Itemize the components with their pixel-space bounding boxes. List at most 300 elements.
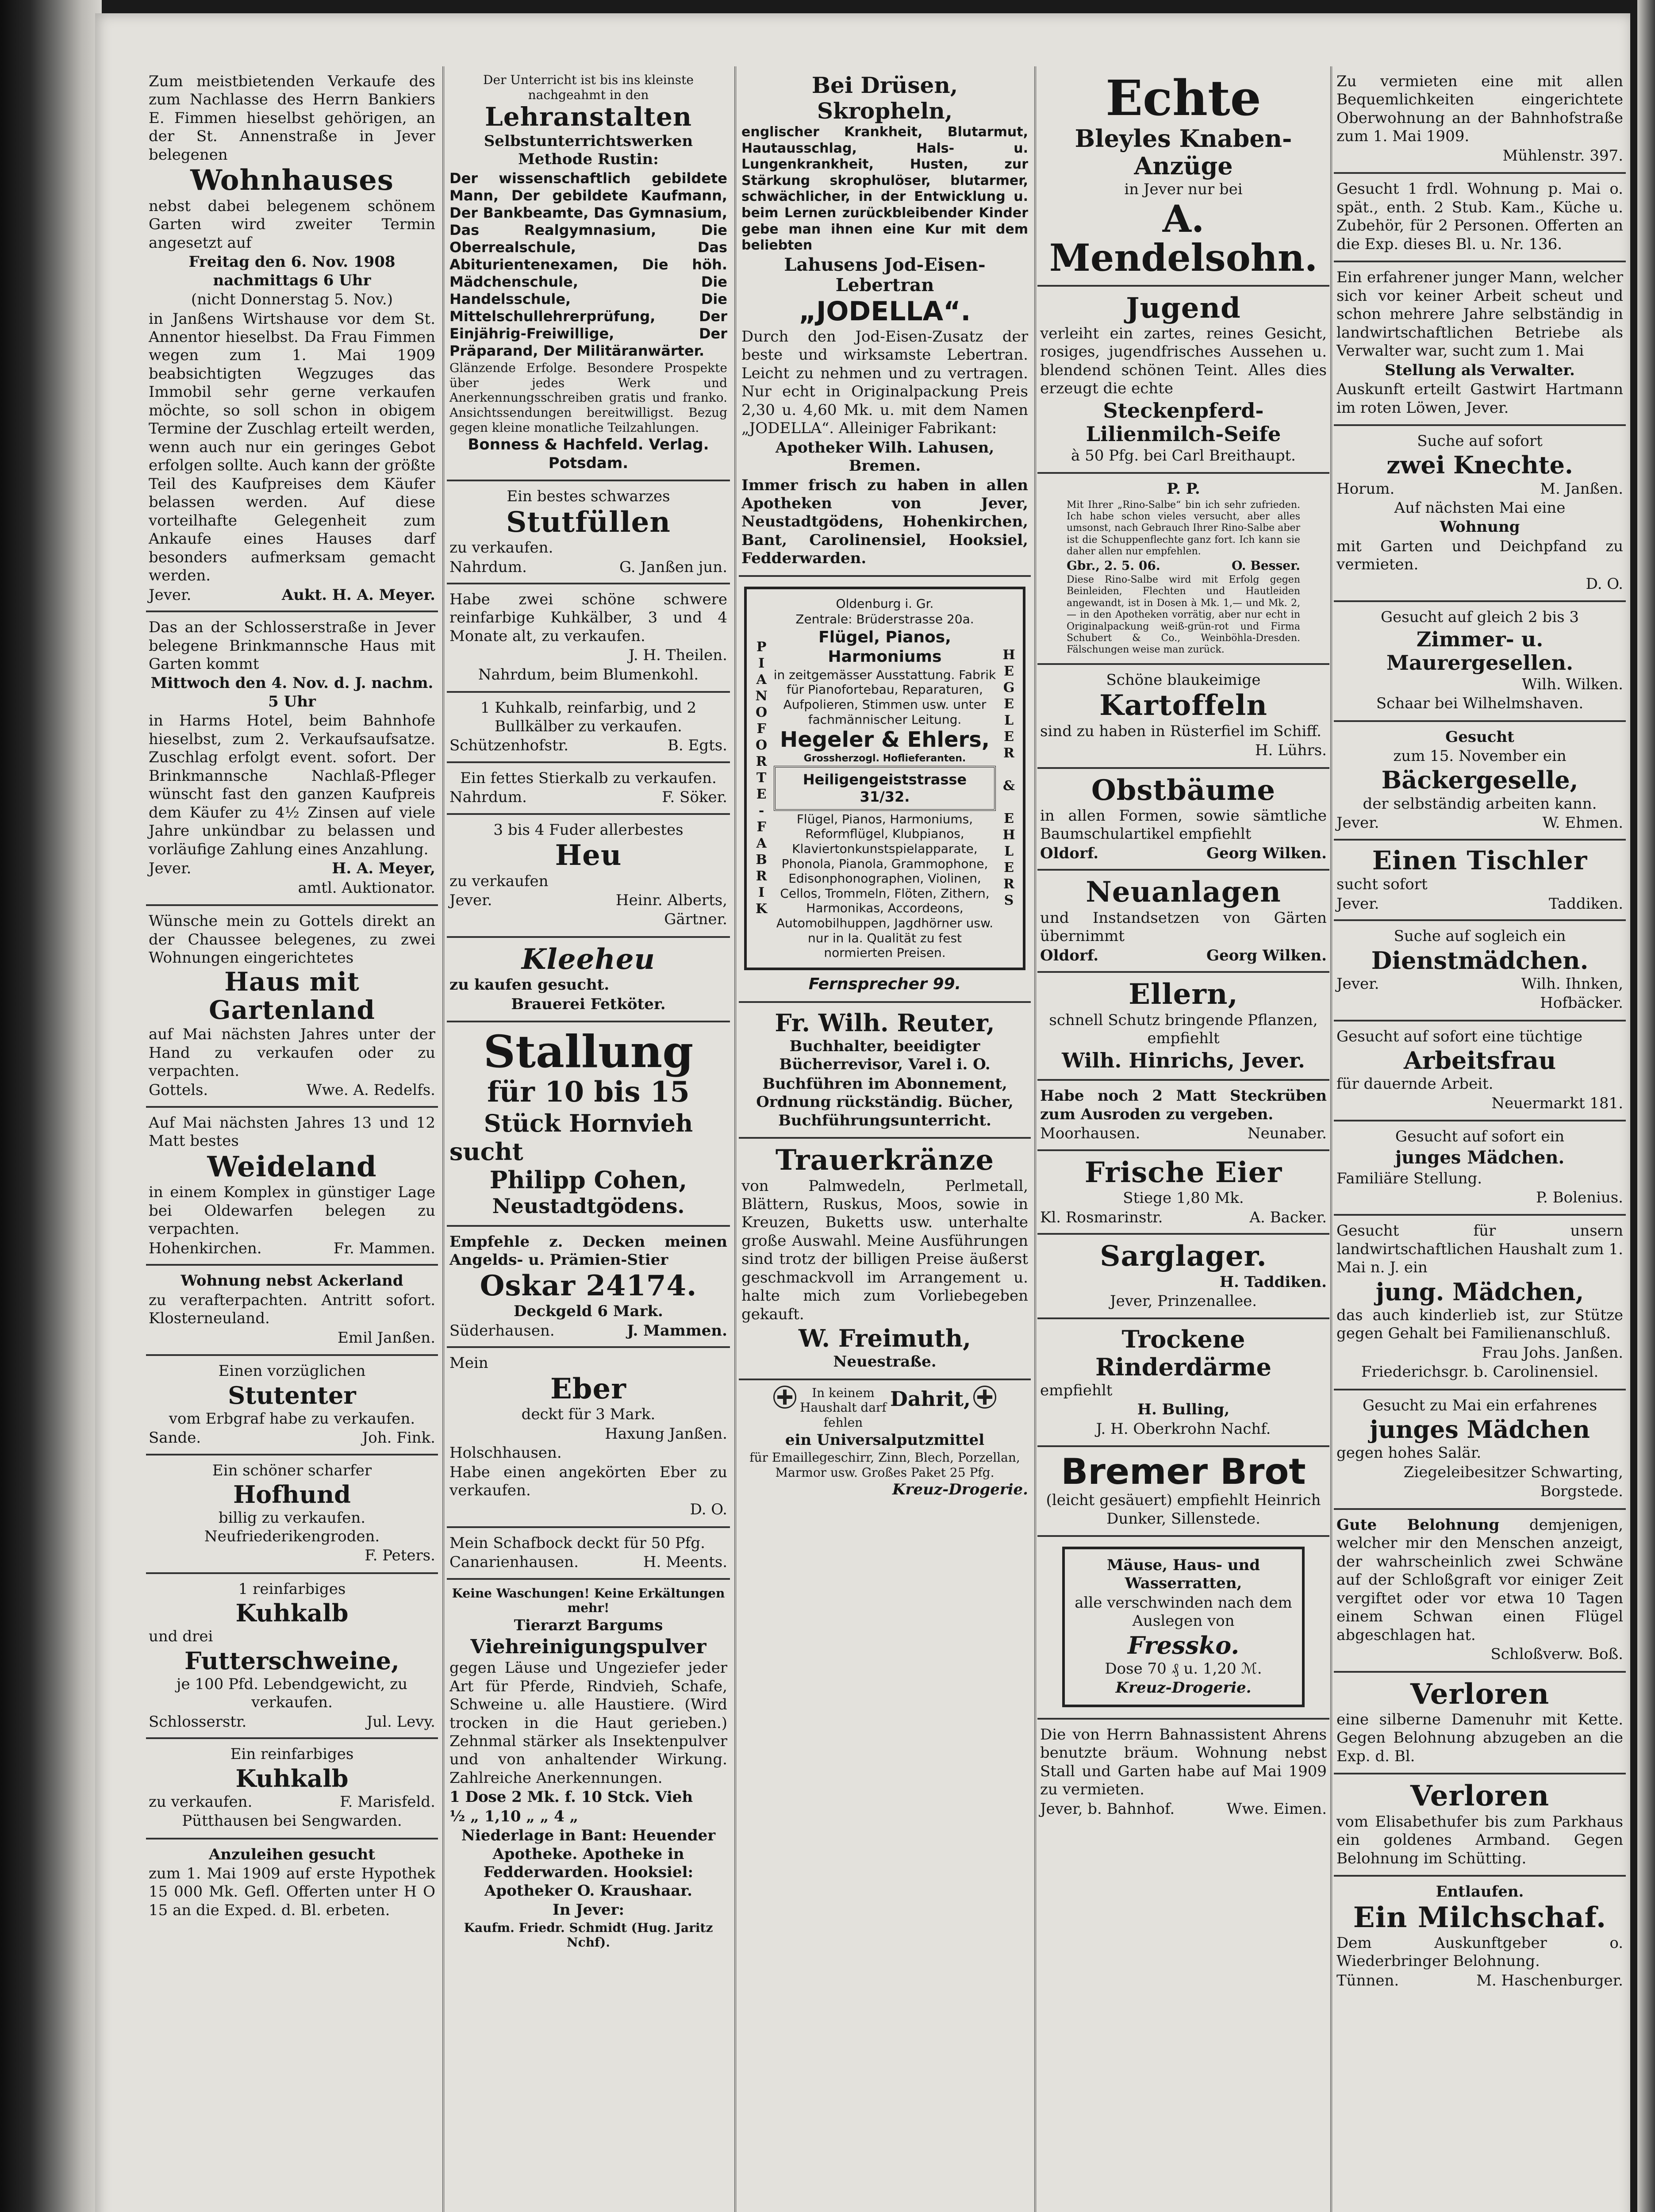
ad-text: empfiehlt <box>1040 1381 1113 1399</box>
ad-text: Glänzende Erfolge. Besondere Prospekte über jedes Werk und Anerkennungsschreiben gratis und franko. Ansichtssendungen bereitwilligst. Bezug gegen kleine monatliche Teilzahlungen. <box>449 361 727 435</box>
ad-kleeheu <box>447 938 730 1022</box>
ad-signature: H. Lührs. <box>1255 741 1327 760</box>
ad-place: Borgstede. <box>1540 1482 1623 1501</box>
ad-place: Hohenkirchen. <box>149 1239 262 1257</box>
ad-signature: W. Freimuth, <box>799 1324 971 1353</box>
ad-heading: Ellern, <box>1129 978 1238 1011</box>
ad-text: auf Mai nächsten Jahres unter der Hand zu verkaufen oder zu verpachten. <box>149 1025 435 1080</box>
ad-text: ein Universalputzmittel <box>785 1431 985 1449</box>
ad-text: Kaufm. Friedr. Schmidt (Hug. Jaritz Nchf). <box>464 1920 713 1950</box>
ad-heading: Ein Milchschaf. <box>1353 1901 1607 1934</box>
ad-branch: Heiligengeiststrasse 31/32. <box>774 766 996 811</box>
ad-text: und Instandsetzen von Gärten übernimmt <box>1040 909 1327 945</box>
side-label: HEGELER & EHLERS <box>1001 647 1017 910</box>
column-2 <box>447 66 730 2212</box>
ad-text: eine silberne Damenuhr mit Kette. Gegen Belohnung abzugeben an die Exp. d. Bl. <box>1336 1710 1623 1765</box>
ad-kuhkalb-2 <box>146 1739 438 1839</box>
ad-place: Sande. <box>149 1429 201 1447</box>
ad-firm-title: Grossherzogl. Hoflieferanten. <box>803 753 966 764</box>
ad-signature: F. Söker. <box>662 788 727 806</box>
ad-eber <box>447 1348 730 1528</box>
ad-text: mit Garten und Deichpfand zu vermieten. <box>1336 537 1623 574</box>
ad-heading: Heu <box>555 839 622 872</box>
ad-heading: Viehreinigungspulver <box>470 1635 707 1658</box>
ad-text: Gesucht <box>1445 728 1514 746</box>
ad-signature: J. Mammen. <box>627 1321 727 1340</box>
ad-text: in allen Formen, sowie sämtliche Baumschulartikel empfiehlt <box>1040 806 1327 843</box>
ad-text: Habe einen angekörten Eber zu verkaufen. <box>449 1463 727 1500</box>
ad-text: deckt für 3 Mark. <box>521 1406 656 1424</box>
ad-text: 1 Kuhkalb, reinfarbig, und 2 Bullkälber zu verkaufen. <box>480 699 697 735</box>
ad-text: Der wissenschaftlich gebildete Mann, Der gebildete Kaufmann, Der Bankbeamte, Das Gymnasium, Das Realgymnasium, Die Oberrealschule, Das Abiturientenexamen, Die höh. Mädchenschule, Die Handelsschule, Die Mittelschullehrerprüfung, Der Einjährig-Freiwillige, Der Präparand, Der Militäranwärter. <box>449 169 727 360</box>
ad-signature: Haxung Janßen. <box>605 1425 727 1443</box>
ad-verloren-damenuhr <box>1334 1673 1626 1775</box>
ad-publisher: Bonness & Hachfeld. Verlag. Potsdam. <box>468 436 709 472</box>
ad-signature: Heinr. Alberts, <box>615 891 727 909</box>
ad-text: Ein bestes schwarzes <box>507 488 670 506</box>
ad-kuhkaelber <box>447 584 730 693</box>
ad-text: für Emaillegeschirr, Zinn, Blech, Porzellan, Marmor usw. Großes Paket 25 Pfg. <box>749 1450 1020 1480</box>
ad-text: Das an der Schlosserstraße in Jever belegene Brinkmannsche Haus mit Garten kommt <box>149 618 435 673</box>
ad-heading: Arbeitsfrau <box>1403 1046 1556 1075</box>
ad-signature: Kreuz-Drogerie. <box>892 1481 1028 1499</box>
ad-heading: Bremer Brot <box>1061 1451 1306 1493</box>
ad-wohnhaus-auction <box>146 66 438 612</box>
ad-signature: Neuermarkt 181. <box>1491 1094 1623 1112</box>
ad-heading: Frische Eier <box>1084 1156 1283 1189</box>
ad-signature: P. Bolenius. <box>1536 1188 1623 1206</box>
ad-anleihe <box>146 1839 438 1927</box>
ad-text: In keinem Haushalt darf fehlen <box>800 1385 887 1430</box>
ad-kuhkalb-futterschweine <box>146 1574 438 1740</box>
ad-heading: zwei Knechte. <box>1386 451 1573 480</box>
ad-heading: Wohnhauses <box>190 164 394 197</box>
ad-date: Mittwoch den 4. Nov. d. J. nachm. 5 Uhr <box>150 674 434 710</box>
ad-heading: Trauerkränze <box>775 1144 995 1177</box>
ad-signature: J. H. Oberkrohn Nachf. <box>1096 1420 1271 1438</box>
ad-lehranstalten <box>447 66 730 481</box>
ad-heading: Oskar 24174. <box>480 1269 697 1302</box>
ad-text: Flügel, Pianos, Harmoniums, Reformflügel, Klubpianos, Klaviertonkunstspielapparate, Phonola, Pianola, Grammophone, Edisonphonographen, Violinen, Cellos, Trommeln, Flöten, Zithern, Harmonikas, Accordeons, Automobilhuppen, Jagdhörner usw. nur in Ia. Qualität zu fest normierten Preisen. <box>776 811 994 960</box>
ad-heading: Bei Drüsen, Skropheln, <box>811 72 958 124</box>
ad-signature: F. Peters. <box>365 1547 435 1565</box>
ad-heading: Wohnung nebst Ackerland <box>180 1272 403 1290</box>
ad-frische-eier <box>1037 1151 1329 1235</box>
ad-verwalter <box>1334 262 1626 426</box>
ad-price: Dose 70 ₰ u. 1,20 ℳ. <box>1105 1659 1262 1678</box>
ad-heading: jung. Mädchen, <box>1375 1277 1584 1306</box>
ad-place: Friederichsgr. b. Carolinensiel. <box>1361 1363 1599 1381</box>
ad-sarglager <box>1037 1235 1329 1319</box>
ad-place: Canarienhausen. <box>449 1553 579 1571</box>
ad-product: Lahusens Jod-Eisen-Lebertran <box>784 254 986 296</box>
ad-text: in einem Komplex in günstiger Lage bei Oldewarfen belegen zu verpachten. <box>149 1183 435 1238</box>
ad-signature-title: Gärtner. <box>664 910 727 929</box>
ad-text: Diese Rino-Salbe wird mit Erfolg gegen Beinleiden, Flechten und Hautleiden angewandt, ist in Dosen à Mk. 1,— und Mk. 2,— in den Apotheken vorrätig, aber nur echt in Originalpackung weiß-grün-rot und Firma Schubert & Co., Weinböhla-Dresden. Fälschungen weise man zurück. <box>1067 574 1300 656</box>
ad-heading: Stutenter <box>228 1381 356 1409</box>
ad-signature: Wwe. A. Redelfs. <box>306 1081 435 1099</box>
ad-product: Steckenpferd-Lilienmilch-Seife <box>1086 398 1281 446</box>
ad-signature: Kreuz-Drogerie. <box>1115 1679 1252 1697</box>
ad-heading: Kartoffeln <box>1099 689 1267 722</box>
ad-heading: Haus mit Gartenland <box>209 967 375 1025</box>
ad-text: vom Elisabethufer bis zum Parkhaus ein goldenes Armband. Gegen Belohnung im Schütting. <box>1336 1813 1623 1867</box>
ad-signature: Mühlenstr. 397. <box>1502 146 1623 165</box>
ad-text: Immer frisch zu haben in allen Apotheken von Jever, Neustadtgödens, Hohenkirchen, Bant, Carolinensiel, Hooksiel, Fedderwarden. <box>741 476 1028 568</box>
side-label: PIANOFORTE-FABRIK <box>753 639 769 918</box>
ad-text: alle verschwinden nach dem Auslegen von <box>1075 1594 1292 1630</box>
ad-place: Jever, Prinzenallee. <box>1110 1292 1257 1310</box>
ad-text: Auf nächsten Mai eine <box>1394 499 1566 517</box>
ad-heading: Futterschweine, <box>184 1646 399 1675</box>
ad-text: à 50 Pfg. bei Carl Breithaupt. <box>1071 446 1296 465</box>
ad-text: Wünsche mein zu Gottels direkt an der Chaussee belegenes, zu zwei Wohnungen eingerichtetes <box>149 912 435 967</box>
ad-subheading: Selbstunterrichtswerken Methode Rustin: <box>484 132 693 169</box>
ad-signature: W. Ehmen. <box>1542 814 1623 832</box>
ad-text: Mäuse, Haus- und Wasserratten, <box>1106 1556 1260 1593</box>
ad-brand: Fressko. <box>1127 1631 1240 1659</box>
ad-text: Niederlage in Bant: Heuender Apotheke. Apotheke in Fedderwarden. Hooksiel: Apotheker O. Kraushaar. <box>461 1827 716 1900</box>
ad-signature: Frau Johs. Janßen. <box>1482 1344 1623 1362</box>
ad-ellern <box>1037 973 1329 1081</box>
column-4 <box>1037 66 1329 2212</box>
ad-brand: „JODELLA“. <box>799 296 971 327</box>
ad-heading: Jugend <box>1126 291 1241 325</box>
ad-place: Kl. Rosmarinstr. <box>1040 1208 1163 1226</box>
ad-subheading: Bleyles Knaben-Anzüge <box>1075 124 1292 180</box>
ad-signature: A. Backer. <box>1249 1208 1327 1226</box>
ad-obstbaeume <box>1037 769 1329 871</box>
ad-place: Schaar bei Wilhelmshaven. <box>1376 695 1584 713</box>
ad-text: gegen Läuse und Ungeziefer jeder Art für Pferde, Rindvieh, Schafe, Schweine u. alle Haustiere. (Wird trocken in die Haut gerieben.) Zehnmal stärker als Insektenpulver und von anhaltender Wirkung. Zahlreiche Anerkennungen. <box>449 1659 727 1787</box>
ad-heading: Obstbäume <box>1091 773 1276 807</box>
ad-signature: Philipp Cohen, <box>489 1166 687 1194</box>
ad-wohnung-bahnhof <box>1037 1720 1329 1824</box>
ad-heading: Sarglager. <box>1100 1240 1267 1273</box>
ad-heu <box>447 815 730 938</box>
ad-text: nebst dabei belegenem schönem Garten wird zweiter Termin angesetzt auf <box>149 197 435 252</box>
column-rule <box>1034 66 1036 2212</box>
ad-weideland <box>146 1108 438 1266</box>
ad-brinkmann-house <box>146 612 438 906</box>
ad-text: Ein erfahrener junger Mann, welcher sich vor keiner Arbeit scheut und schon mehrere Jahre selbständig in landwirtschaftlichen Betriebe als Verwalter war, sucht zum 1. Mai <box>1336 269 1623 360</box>
ad-text: 3 bis 4 Fuder allerbestes <box>493 821 684 839</box>
ad-text: Keine Waschungen! Keine Erkältungen mehr! <box>452 1586 725 1616</box>
ad-heading: Anzuleihen gesucht <box>209 1845 375 1863</box>
ad-signature: D. O. <box>690 1501 727 1519</box>
ad-place: Jever. <box>1336 814 1379 832</box>
ad-city: Oldenburg i. Gr. <box>836 596 934 611</box>
ad-place: Jever. <box>149 860 192 878</box>
ad-rino-salbe <box>1037 474 1329 665</box>
ad-signature: Schloßverw. Boß. <box>1490 1645 1623 1663</box>
ad-signature: Fr. Mammen. <box>333 1239 435 1257</box>
ad-text: Apotheker Wilh. Lahusen, Bremen. <box>775 438 995 475</box>
ad-signature: Brauerei Fetköter. <box>511 995 666 1013</box>
ad-signature: H. A. Meyer, <box>332 860 435 878</box>
ad-heading: Gute Belohnung <box>1336 1516 1500 1534</box>
ad-signature: Joh. Fink. <box>362 1429 435 1447</box>
ad-signature: Jul. Levy. <box>366 1713 435 1731</box>
ad-text: von Palmwedeln, Perlmetall, Blättern, Ruskus, Moos, sowie in Kreuzen, Buketts usw. unterhalte große Auswahl. Meine Ausführungen sind trotz der billigen Preise äußerst geschmackvoll im Arrangement u. halte mich zum Vorliebegeben gekauft. <box>741 1177 1028 1323</box>
ad-text: zum 15. November ein <box>1393 747 1567 765</box>
ad-text: zu verkaufen <box>449 872 549 890</box>
ad-heading: Hofhund <box>233 1480 351 1509</box>
ad-signature: Aukt. H. A. Meyer. <box>281 586 435 604</box>
ad-price: Stiege 1,80 Mk. <box>1123 1189 1244 1207</box>
ad-junges-maedchen-3 <box>1334 1390 1626 1510</box>
ad-signature: O. Besser. <box>1232 558 1300 573</box>
ad-text: In Jever: <box>552 1901 625 1919</box>
ad-heading: Bäckergeselle, <box>1381 766 1578 795</box>
ad-place: Holschhausen. <box>449 1444 562 1462</box>
ad-heading: Verloren <box>1410 1779 1550 1813</box>
ad-place: Neustadtgödens. <box>492 1194 685 1218</box>
ad-signature: Wilh. Hinrichs, Jever. <box>1062 1048 1305 1072</box>
ad-heading: Kuhkalb <box>235 1764 349 1793</box>
ad-text: gegen hohes Salär. <box>1336 1444 1482 1462</box>
ad-text: zu verkaufen. <box>149 1793 253 1811</box>
ad-date: Freitag den 6. Nov. 1908 nachmittags 6 Uhr <box>188 253 396 289</box>
ad-signature-title: Hofbäcker. <box>1540 994 1623 1012</box>
ad-kartoffeln <box>1037 665 1329 769</box>
ad-heading: Kuhkalb <box>235 1598 349 1627</box>
ad-text: Schöne blaukeimige <box>1106 671 1261 689</box>
ad-text: sind zu haben in Rüsterfiel im Schiff. <box>1040 722 1321 740</box>
ad-signature: D. O. <box>1586 575 1623 593</box>
ad-text: Ein reinfarbiges <box>230 1745 354 1763</box>
ad-place: Jever. <box>1336 975 1379 993</box>
ad-text: Auf Mai nächsten Jahres 13 und 12 Matt bestes <box>149 1114 435 1150</box>
ad-address: Zentrale: Brüderstrasse 20a. <box>795 612 974 627</box>
ad-maurergesellen <box>1334 602 1626 722</box>
ad-signature: G. Janßen jun. <box>619 558 727 576</box>
ad-signature: Wilh. Ihnken, <box>1521 975 1623 993</box>
ad-heading: Lehranstalten <box>484 102 692 132</box>
ad-text: Dem Auskunftgeber o. Wiederbringer Belohnung. <box>1336 1934 1623 1970</box>
ad-heading: Wohnung <box>1440 518 1520 536</box>
ad-tischler <box>1334 841 1626 922</box>
ad-signature: H. Bulling, <box>1137 1401 1230 1419</box>
ad-text: zu verafterpachten. Antritt sofort. Klosterneuland. <box>149 1291 435 1328</box>
ad-text: Habe noch 2 Matt Steckrüben zum Ausroden zu vergeben. <box>1040 1087 1327 1123</box>
ad-signature: Georg Wilken. <box>1206 844 1327 862</box>
ad-stutenter <box>146 1356 438 1455</box>
book-spine <box>0 0 102 2212</box>
ad-heading: Neuanlagen <box>1086 876 1281 909</box>
ad-text: vom Erbgraf habe zu verkaufen. <box>169 1409 415 1428</box>
ad-text: Deckgeld 6 Mark. <box>514 1302 663 1321</box>
ad-junges-maedchen-1 <box>1334 1121 1626 1216</box>
ad-heading: Eber <box>550 1372 626 1406</box>
ad-place: Pütthausen bei Sengwarden. <box>182 1812 402 1830</box>
ad-stutfuellen <box>447 481 730 584</box>
ad-text: Gesucht auf sofort ein <box>1395 1128 1565 1146</box>
column-5 <box>1334 66 1626 2212</box>
ad-text: Einen vorzüglichen <box>218 1362 366 1380</box>
ad-heading: Stellung als Verwalter. <box>1385 361 1575 379</box>
ad-heading: Kleeheu <box>521 942 656 976</box>
ad-signature: Wwe. Eimen. <box>1226 1800 1327 1818</box>
ad-text: Mein <box>449 1354 488 1372</box>
column-rule <box>734 66 736 2212</box>
ad-reuter <box>739 1003 1031 1139</box>
ad-place: Tünnen. <box>1336 1971 1399 1989</box>
ad-heading: Echte <box>1106 69 1261 127</box>
cross-icon <box>773 1386 796 1409</box>
ad-text: Empfehle z. Decken meinen Angelds- u. Prämien-Stier <box>449 1233 727 1269</box>
ad-stierkalb <box>447 763 730 815</box>
ad-verloren-armband <box>1334 1774 1626 1877</box>
ad-text: Stück Hornvieh <box>484 1109 693 1137</box>
ad-text: Buchhalter, beeidigter Bücherrevisor, Varel i. O. <box>779 1037 991 1074</box>
ad-firm: Hegeler & Ehlers, <box>780 727 990 753</box>
ad-junges-maedchen-2 <box>1334 1216 1626 1390</box>
ad-signature: Taddiken. <box>1548 895 1623 913</box>
ad-text: sucht <box>449 1137 523 1166</box>
ad-place: Nahrdum. <box>449 558 527 576</box>
ad-text: Auskunft erteilt Gastwirt Hartmann im roten Löwen, Jever. <box>1336 380 1623 417</box>
ad-place: Nahrdum, beim Blumenkohl. <box>478 665 699 684</box>
ad-text: verleiht ein zartes, reines Gesicht, rosiges, jugendfrisches Aussehen u. blendend schönen Teint. Alles dies erzeugt die echte <box>1040 324 1327 398</box>
ad-text: der selbständig arbeiten kann. <box>1363 795 1597 813</box>
ad-price: ½ „ 1,10 „ „ 4 „ <box>449 1807 579 1825</box>
ad-text: billig zu verkaufen. Neufriederikengroden. <box>204 1509 380 1545</box>
cross-icon <box>973 1386 996 1409</box>
ad-heading: Dahrit, <box>890 1386 971 1411</box>
ad-signature: B. Egts. <box>667 737 727 755</box>
ad-bullkaelber <box>447 693 730 763</box>
ad-text: je 100 Pfd. Lebendgewicht, zu verkaufen. <box>176 1675 408 1712</box>
ad-text: Gesucht auf gleich 2 bis 3 <box>1381 608 1579 626</box>
ad-text: zu verkaufen. <box>449 539 553 557</box>
ad-note: (nicht Donnerstag 5. Nov.) <box>191 291 393 309</box>
ad-heading: Dienstmädchen. <box>1371 946 1589 975</box>
ad-signature: Wilh. Wilken. <box>1521 675 1623 693</box>
ad-signature: Neunaber. <box>1247 1125 1327 1143</box>
ad-text: Mit Ihrer „Rino-Salbe“ bin ich sehr zufrieden. Ich habe schon vieles versucht, aber alles umsonst, nach Gebrauch Ihrer Rino-Salbe aber ist die Schuppenflechte ganz fort. Ich kann sie daher allen nur empfehlen. <box>1067 499 1300 557</box>
ad-schafbock <box>447 1528 730 1580</box>
ad-text: zum 1. Mai 1909 auf erste Hypothek 15 000 Mk. Gefl. Offerten unter H O 15 an die Exped. d. Bl. erbeten. <box>149 1865 435 1919</box>
ad-neuanlagen <box>1037 871 1329 973</box>
ad-text: Gesucht 1 frdl. Wohnung p. Mai o. spät., enth. 2 Stub. Kam., Küche u. Zubehör, für 2 Personen. Offerten an die Exp. dieses Bl. u. Nr. 136. <box>1336 180 1623 253</box>
ad-place: Jever. <box>149 586 192 604</box>
ad-hofhund <box>146 1455 438 1574</box>
ad-wohnung-ackerland <box>146 1266 438 1356</box>
ad-place: Jever, b. Bahnhof. <box>1040 1800 1175 1818</box>
ad-text: in Janßens Wirtshause vor dem St. Annentor hieselbst. Da Frau Fimmen wegen zum 1. Mai 1909 beabsichtigten Wegzuges das Immobil sehr gerne verkaufen möchte, so soll schon in obigem Termine der Zuschlag erteilt werden, wenn auch nur ein geringes Gebot erfolgen sollte. Auch kann der größte Teil des Kaufpreises dem Käufer belassen werden. Auf diese vorteilhafte Gelegenheit zum Ankaufe eines Hauses darf besonders aufmerksam gemacht werden. <box>149 310 435 585</box>
ad-phone: Fernsprecher 99. <box>808 975 961 993</box>
ad-baeckergeselle <box>1334 722 1626 841</box>
ad-steckrueben <box>1037 1081 1329 1151</box>
ad-heading: Einen Tischler <box>1372 845 1588 876</box>
ad-text: Habe zwei schöne schwere reinfarbige Kuhkälber, 3 und 4 Monate alt, zu verkaufen. <box>449 590 727 645</box>
ad-text: in zeitgemässer Ausstattung. Fabrik für Pianofortebau, Reparaturen, Aufpolieren, Stimmen usw. unter fachmännischer Leitung. <box>773 667 996 727</box>
ad-heading: Verloren <box>1410 1677 1550 1711</box>
ad-text: Entlaufen. <box>1436 1883 1524 1901</box>
ad-text: Suche auf sofort <box>1417 432 1543 450</box>
ad-text: Zum meistbietenden Verkaufe des zum Nachlasse des Herrn Bankiers E. Fimmen hieselbst gehörigen, an der St. Annenstraße in Jever belegenen <box>149 73 435 164</box>
ad-arbeitsfrau <box>1334 1022 1626 1122</box>
ad-text: 1 reinfarbiges <box>238 1580 346 1598</box>
ad-text: Der Unterricht ist bis ins kleinste nachgeahmt in den <box>483 73 694 102</box>
ad-place: Oldorf. <box>1040 844 1099 862</box>
column-1 <box>146 66 438 2212</box>
ad-oberwohnung <box>1334 66 1626 174</box>
ad-place: Schlosserstr. <box>149 1713 247 1731</box>
ad-trauerkraenze <box>739 1139 1031 1380</box>
ad-stallung <box>447 1022 730 1227</box>
ad-text: Buchführen im Abonnement, Ordnung rückständig. Bücher, Buchführungsunterricht. <box>756 1075 1014 1129</box>
ad-heading: Fr. Wilh. Reuter, <box>775 1008 995 1037</box>
ad-place: Jever. <box>1336 895 1379 913</box>
ad-text: für dauernde Arbeit. <box>1336 1075 1494 1093</box>
ad-signature: F. Marisfeld. <box>340 1793 435 1811</box>
ad-hegeler-ehlers <box>739 577 1031 1003</box>
ad-text: schnell Schutz bringende Pflanzen, empfiehlt <box>1049 1011 1318 1048</box>
column-rule <box>442 66 444 2212</box>
ad-heading: Zimmer- u. Maurergesellen. <box>1386 627 1574 675</box>
ad-signature: Georg Wilken. <box>1206 946 1327 964</box>
ad-text: Tierarzt Bargums <box>514 1617 663 1635</box>
ad-place: Oldorf. <box>1040 946 1099 964</box>
ad-jodella <box>739 66 1031 577</box>
ad-heading: Weideland <box>207 1150 377 1183</box>
ad-heading: Stutfüllen <box>506 505 671 539</box>
ad-heading: Trockene Rinderdärme <box>1095 1325 1271 1381</box>
ad-signature: M. Janßen. <box>1540 480 1623 498</box>
ad-stier-oskar <box>447 1227 730 1348</box>
column-rule <box>1330 66 1332 2212</box>
ad-text: englischer Krankheit, Blutarmut, Hautausschlag, Hals- u. Lungenkrankheit, Husten, zur Stärkung skrophulöser, blutarmer, schwächlicher, in der Entwicklung u. beim Lernen zurückbleibender Kinder gebe man ihnen eine Kur mit dem beliebten <box>741 124 1028 253</box>
ad-dienstmaedchen <box>1334 921 1626 1022</box>
ad-place: Schützenhofstr. <box>449 737 569 755</box>
ad-heading: junges Mädchen <box>1370 1415 1590 1444</box>
ad-text: in Harms Hotel, beim Bahnhofe hieselbst, zum 2. Verkaufsaufsatze. Zuschlag erfolgt event. sofort. Der Brinkmannsche Nachlaß-Pfleger wünscht fast den ganzen Kaufpreis dem Käufer zu 4½ Zinsen auf viele Jahre unkündbar zu belassen und vorläufige Zahlung eines Anzahlung. <box>149 712 435 858</box>
ad-rinderdaerme <box>1037 1319 1329 1447</box>
ad-text: für 10 bis 15 <box>487 1075 690 1109</box>
ad-price: 1 Dose 2 Mk. f. 10 Stck. Vieh <box>449 1788 693 1806</box>
ad-text: Mein Schafbock deckt für 50 Pfg. <box>449 1534 705 1552</box>
ad-steckenpferd <box>1037 287 1329 474</box>
ad-place: Horum. <box>1336 480 1395 498</box>
ad-text: Suche auf sogleich ein <box>1394 927 1566 945</box>
ad-text: sucht sofort <box>1336 876 1428 894</box>
ad-heading: junges Mädchen. <box>1395 1147 1565 1168</box>
ad-signature: H. Meents. <box>643 1553 727 1571</box>
ad-text: Die von Herrn Bahnassistent Ahrens benutzte bräum. Wohnung nebst Stall und Garten habe auf Mai 1909 zu vermieten. <box>1040 1725 1327 1799</box>
ad-signature-title: amtl. Auktionator. <box>298 879 435 897</box>
ad-text: (leicht gesäuert) empfiehlt Heinrich Dunker, Sillenstede. <box>1046 1491 1321 1528</box>
ad-signature: Emil Janßen. <box>338 1329 435 1347</box>
ad-signature: J. H. Theilen. <box>628 646 727 664</box>
page-edge <box>1637 0 1655 2212</box>
ad-text: Durch den Jod-Eisen-Zusatz der beste und wirksamste Lebertran. Leicht zu nehmen und zu vertragen. Nur echt in Originalpackung Preis 2,30 u. 4,60 Mk. u. mit dem Namen „JODELLA“. Alleiniger Fabrikant: <box>741 327 1028 438</box>
ad-place: Neuestraße. <box>833 1353 937 1371</box>
ad-text: Ein schöner scharfer <box>212 1461 372 1479</box>
ad-fressko <box>1037 1537 1329 1720</box>
ad-wohnung-gesucht <box>1334 174 1626 262</box>
ad-date: Gbr., 2. 5. 06. <box>1067 558 1160 573</box>
ad-knechte <box>1334 426 1626 602</box>
ad-text: Gesucht auf sofort eine tüchtige <box>1336 1027 1583 1045</box>
ad-text: Gesucht zu Mai ein erfahrenes <box>1362 1396 1597 1414</box>
ad-signature: H. Taddiken. <box>1219 1273 1327 1291</box>
ad-signature: A. Mendelsohn. <box>1049 197 1318 280</box>
ad-place: Moorhausen. <box>1040 1125 1140 1143</box>
ad-text: in Jever nur bei <box>1124 180 1243 198</box>
ad-signature: Ziegeleibesitzer Schwarting, <box>1403 1463 1623 1481</box>
